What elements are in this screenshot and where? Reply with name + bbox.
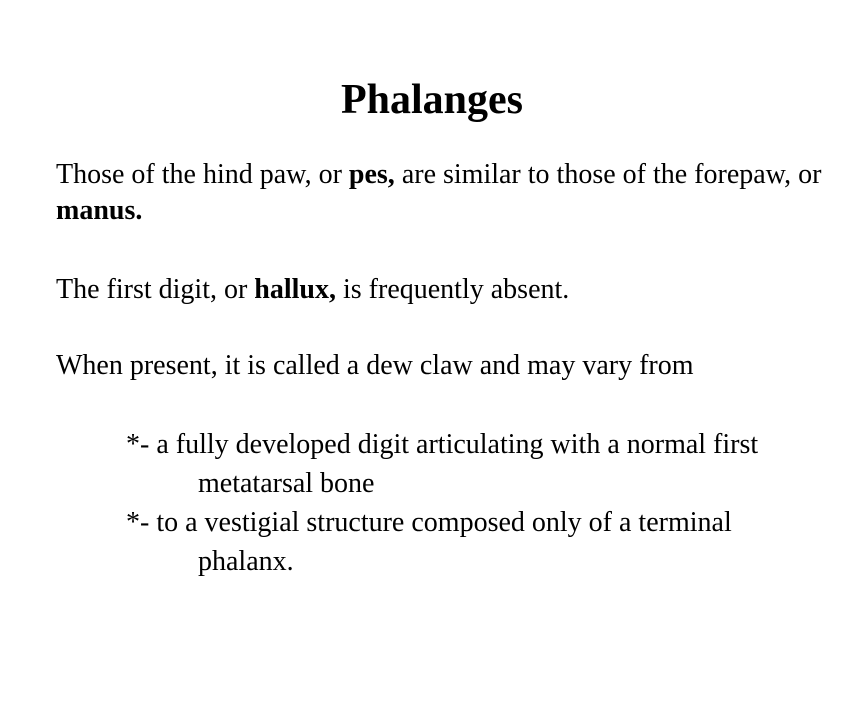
paragraph-text: Those of the hind paw, or xyxy=(56,159,349,190)
paragraph-dew-claw: When present, it is called a dew claw and may vary from xyxy=(56,350,694,381)
paragraph-text: is frequently absent. xyxy=(336,274,570,305)
term-manus: manus. xyxy=(56,195,143,226)
paragraph-text: are similar to those of the forepaw, or xyxy=(394,159,822,190)
slide-title: Phalanges xyxy=(340,77,524,123)
term-pes: pes, xyxy=(348,159,395,190)
dew-claw-variation-list xyxy=(126,425,826,581)
list-item: *- to a vestigial structure composed only of a terminal phalanx. xyxy=(126,507,732,577)
paragraph-pes-manus xyxy=(56,157,836,229)
list-item: *- a fully developed digit articulating with a normal first metatarsal bone xyxy=(126,429,759,499)
term-hallux: hallux, xyxy=(254,274,336,305)
paragraph-text: The first digit, or xyxy=(56,274,255,305)
paragraph-hallux xyxy=(56,272,836,308)
